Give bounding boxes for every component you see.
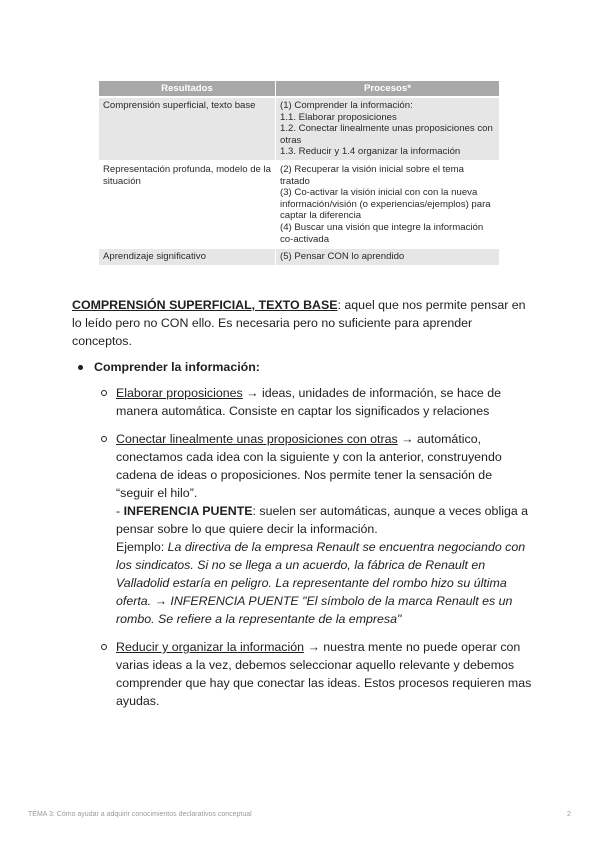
example-paragraph xyxy=(116,538,532,628)
list-item-elaborar xyxy=(116,384,532,420)
table-header-results: Resultados xyxy=(99,81,276,97)
process-line: (5) Pensar CON lo aprendido xyxy=(280,251,405,263)
process-line: (1) Comprender la información: xyxy=(280,100,413,111)
example-text: La directiva de la empresa Renault se encuentra negociando con los sindicatos. Si no se llega a un acuerdo, la fábrica de Renault en Valladolid estaría en peligro. La representante del rombo hizo su última oferta. → INFERENCIA PUENTE "El símbolo de la marca Renault es un rombo. Se refiere a la representante de la empresa" xyxy=(116,540,526,626)
process-line: 1.1. Elaborar proposiciones xyxy=(280,111,397,123)
bullet-label: Comprender la información: xyxy=(94,360,260,374)
hollow-bullet-icon xyxy=(101,436,107,442)
table-cell-processes xyxy=(276,97,500,161)
process-line: 1.3. Reducir y 1.4 organizar la información xyxy=(280,146,461,158)
page-number: 2 xyxy=(567,811,571,818)
process-line: (2) Recuperar la visión inicial sobre el tema tratado xyxy=(280,163,464,187)
reducir-term: Reducir y organizar la información xyxy=(116,640,305,654)
conectar-term: Conectar linealmente unas proposiciones con otras xyxy=(116,432,398,446)
footer-title: TEMA 3: Cómo ayudar a adquirir conocimientos declarativos conceptual xyxy=(28,811,252,818)
table-row xyxy=(99,161,499,248)
table-cell-processes xyxy=(276,161,500,248)
conectar-text: → automático, conectamos cada idea con la siguiente y con la anterior, construyendo cadena de ideas o proposiciones. Nos permite tener la sensación de “seguir el hilo”. xyxy=(116,432,502,500)
main-content xyxy=(72,296,532,720)
list-item-conectar xyxy=(116,430,532,628)
sub-list xyxy=(94,384,532,710)
intro-text: : aquel que nos permite pensar en lo leído pero no CON ello. Es necesaria pero no suficiente para aprender conceptos. xyxy=(72,298,526,348)
list-item xyxy=(94,358,532,710)
table-cell-processes xyxy=(276,248,500,265)
table-cell-result: Aprendizaje significativo xyxy=(99,248,276,265)
process-line: (3) Co-activar la visión inicial con con la nueva información/visión (o experiencias/ejemplos) para captar la diferencia xyxy=(280,187,491,222)
inferencia-term: INFERENCIA PUENTE xyxy=(123,504,253,518)
table-cell-result: Comprensión superficial, texto base xyxy=(99,97,276,161)
intro-term: COMPRENSIÓN SUPERFICIAL, TEXTO BASE xyxy=(72,298,338,312)
reducir-text: → nuestra mente no puede operar con varias ideas a la vez, debemos seleccionar aquello relevante y debemos comprender que hay que conectar las ideas. Estos procesos requieren mas ayudas. xyxy=(116,640,532,708)
table-row xyxy=(99,248,499,265)
list-item-reducir xyxy=(116,638,532,710)
intro-paragraph xyxy=(72,296,532,350)
example-label: Ejemplo: xyxy=(116,540,168,554)
elaborar-term: Elaborar proposiciones xyxy=(116,386,243,400)
inferencia-text: : suelen ser automáticas, aunque a veces obliga a pensar sobre lo que quiere decir la información. xyxy=(116,504,529,536)
table-row xyxy=(99,97,499,161)
hollow-bullet-icon xyxy=(101,390,107,396)
process-line: (4) Buscar una visión que integre la información co-activada xyxy=(280,221,484,245)
table-header-processes: Procesos* xyxy=(276,81,500,97)
elaborar-text: → ideas, unidades de información, se hace de manera automática. Consiste en captar los significados y relaciones xyxy=(116,386,502,418)
results-processes-table xyxy=(99,81,499,265)
table-cell-result: Representación profunda, modelo de la situación xyxy=(99,161,276,248)
process-line: 1.2. Conectar linealmente unas proposiciones con otras xyxy=(280,123,493,146)
hollow-bullet-icon xyxy=(101,644,107,650)
bullet-list xyxy=(72,358,532,710)
inferencia-prefix: - xyxy=(116,504,124,518)
bullet-dot-icon xyxy=(78,365,83,370)
